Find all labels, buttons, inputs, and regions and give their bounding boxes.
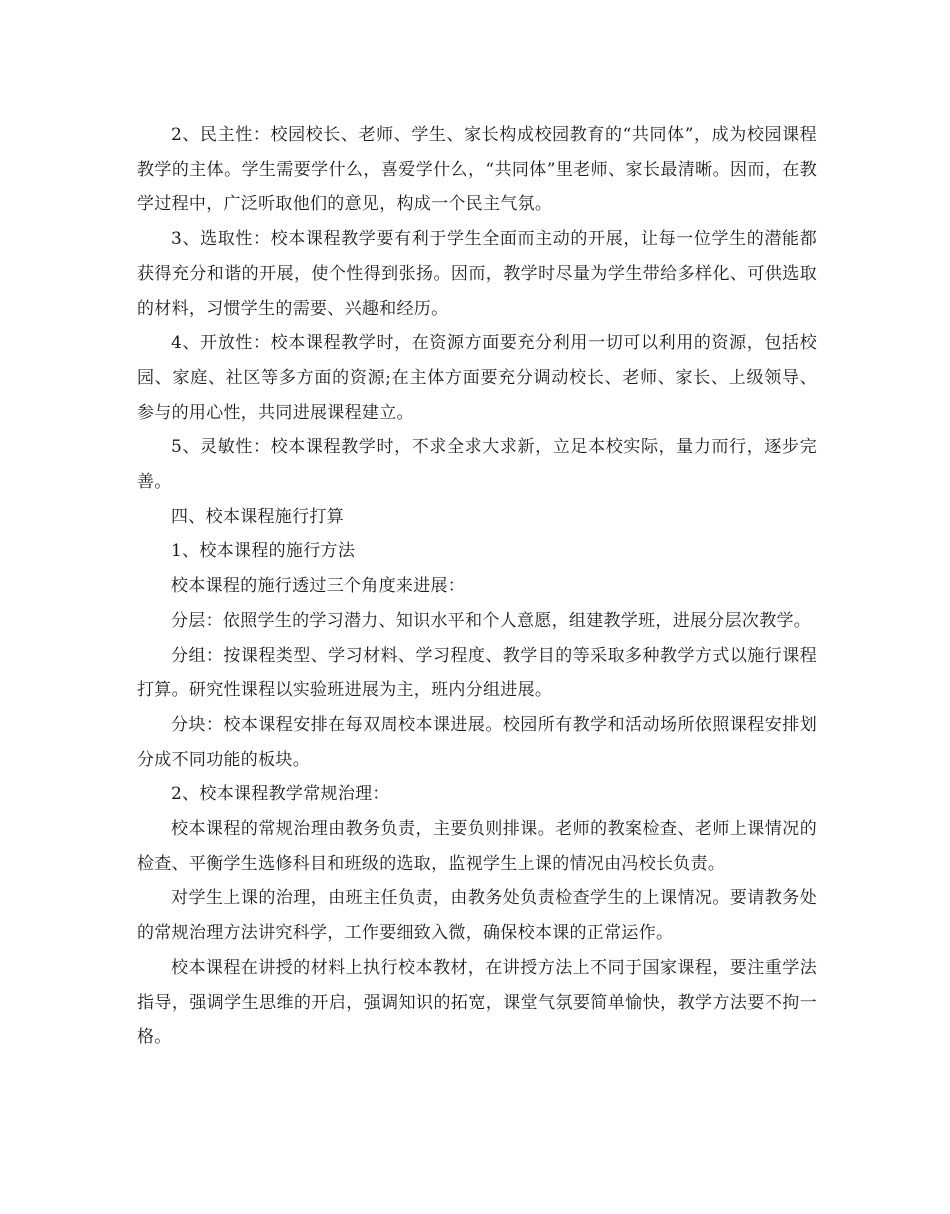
paragraph-layering: 分层：依照学生的学习潜力、知识水平和个人意愿，组建教学班，进展分层次教学。 (171, 610, 812, 631)
paragraph-selectivity: 3、选取性：校本课程教学要有利于学生全面而主动的开展，让每一位学生的潜能都获得充分和谐的开展，使个性得到张扬。因而，教学时尽量为学生带给多样化、可供选取的材料，习惯学生的需要、兴趣和经历。 (137, 229, 817, 319)
paragraph-student-management: 对学生上课的治理，由班主任负责，由教务处负责检查学生的上课情况。要请教务处的常规治理方法讲究科学，工作要细致入微，确保校本课的正常运作。 (137, 888, 817, 944)
paragraph-blocks: 分块：校本课程安排在每双周校本课进展。校园所有教学和活动场所依照课程安排划分成不同功能的板块。 (137, 714, 817, 770)
subheading-routine-management: 2、校本课程教学常规治理： (171, 784, 390, 805)
subheading-implementation-method: 1、校本课程的施行方法 (171, 541, 356, 562)
paragraph-grouping: 分组：按课程类型、学习材料、学习程度、教学目的等采取多种教学方式以施行课程打算。研究性课程以实验班进展为主，班内分组进展。 (137, 645, 817, 701)
paragraph-teaching-materials: 校本课程在讲授的材料上执行校本教材，在讲授方法上不同于国家课程，要注重学法指导，强调学生思维的开启，强调知识的拓宽，课堂气氛要简单愉快，教学方法要不拘一格。 (137, 957, 817, 1048)
document-page (137, 118, 817, 1055)
paragraph-openness: 4、开放性：校本课程教学时，在资源方面要充分利用一切可以利用的资源，包括校园、家庭、社区等多方面的资源;在主体方面要充分调动校长、老师、家长、上级领导、参与的用心性，共同进展课程建立。 (137, 333, 817, 423)
paragraph-flexibility: 5、灵敏性：校本课程教学时，不求全求大求新，立足本校实际，量力而行，逐步完善。 (137, 437, 817, 493)
section-heading-implementation-plan: 四、校本课程施行打算 (171, 506, 344, 527)
paragraph-three-angles: 校本课程的施行透过三个角度来进展： (171, 576, 466, 597)
paragraph-democracy: 2、民主性：校园校长、老师、学生、家长构成校园教育的“共同体”，成为校园课程教学的主体。学生需要学什么，喜爱学什么，“共同体”里老师、家长最清晰。因而，在教学过程中，广泛听取他们的意见，构成一个民主气氛。 (137, 125, 817, 215)
paragraph-routine-management: 校本课程的常规治理由教务负责，主要负则排课。老师的教案检查、老师上课情况的检查、平衡学生选修科目和班级的选取，监视学生上课的情况由冯校长负责。 (137, 819, 817, 874)
